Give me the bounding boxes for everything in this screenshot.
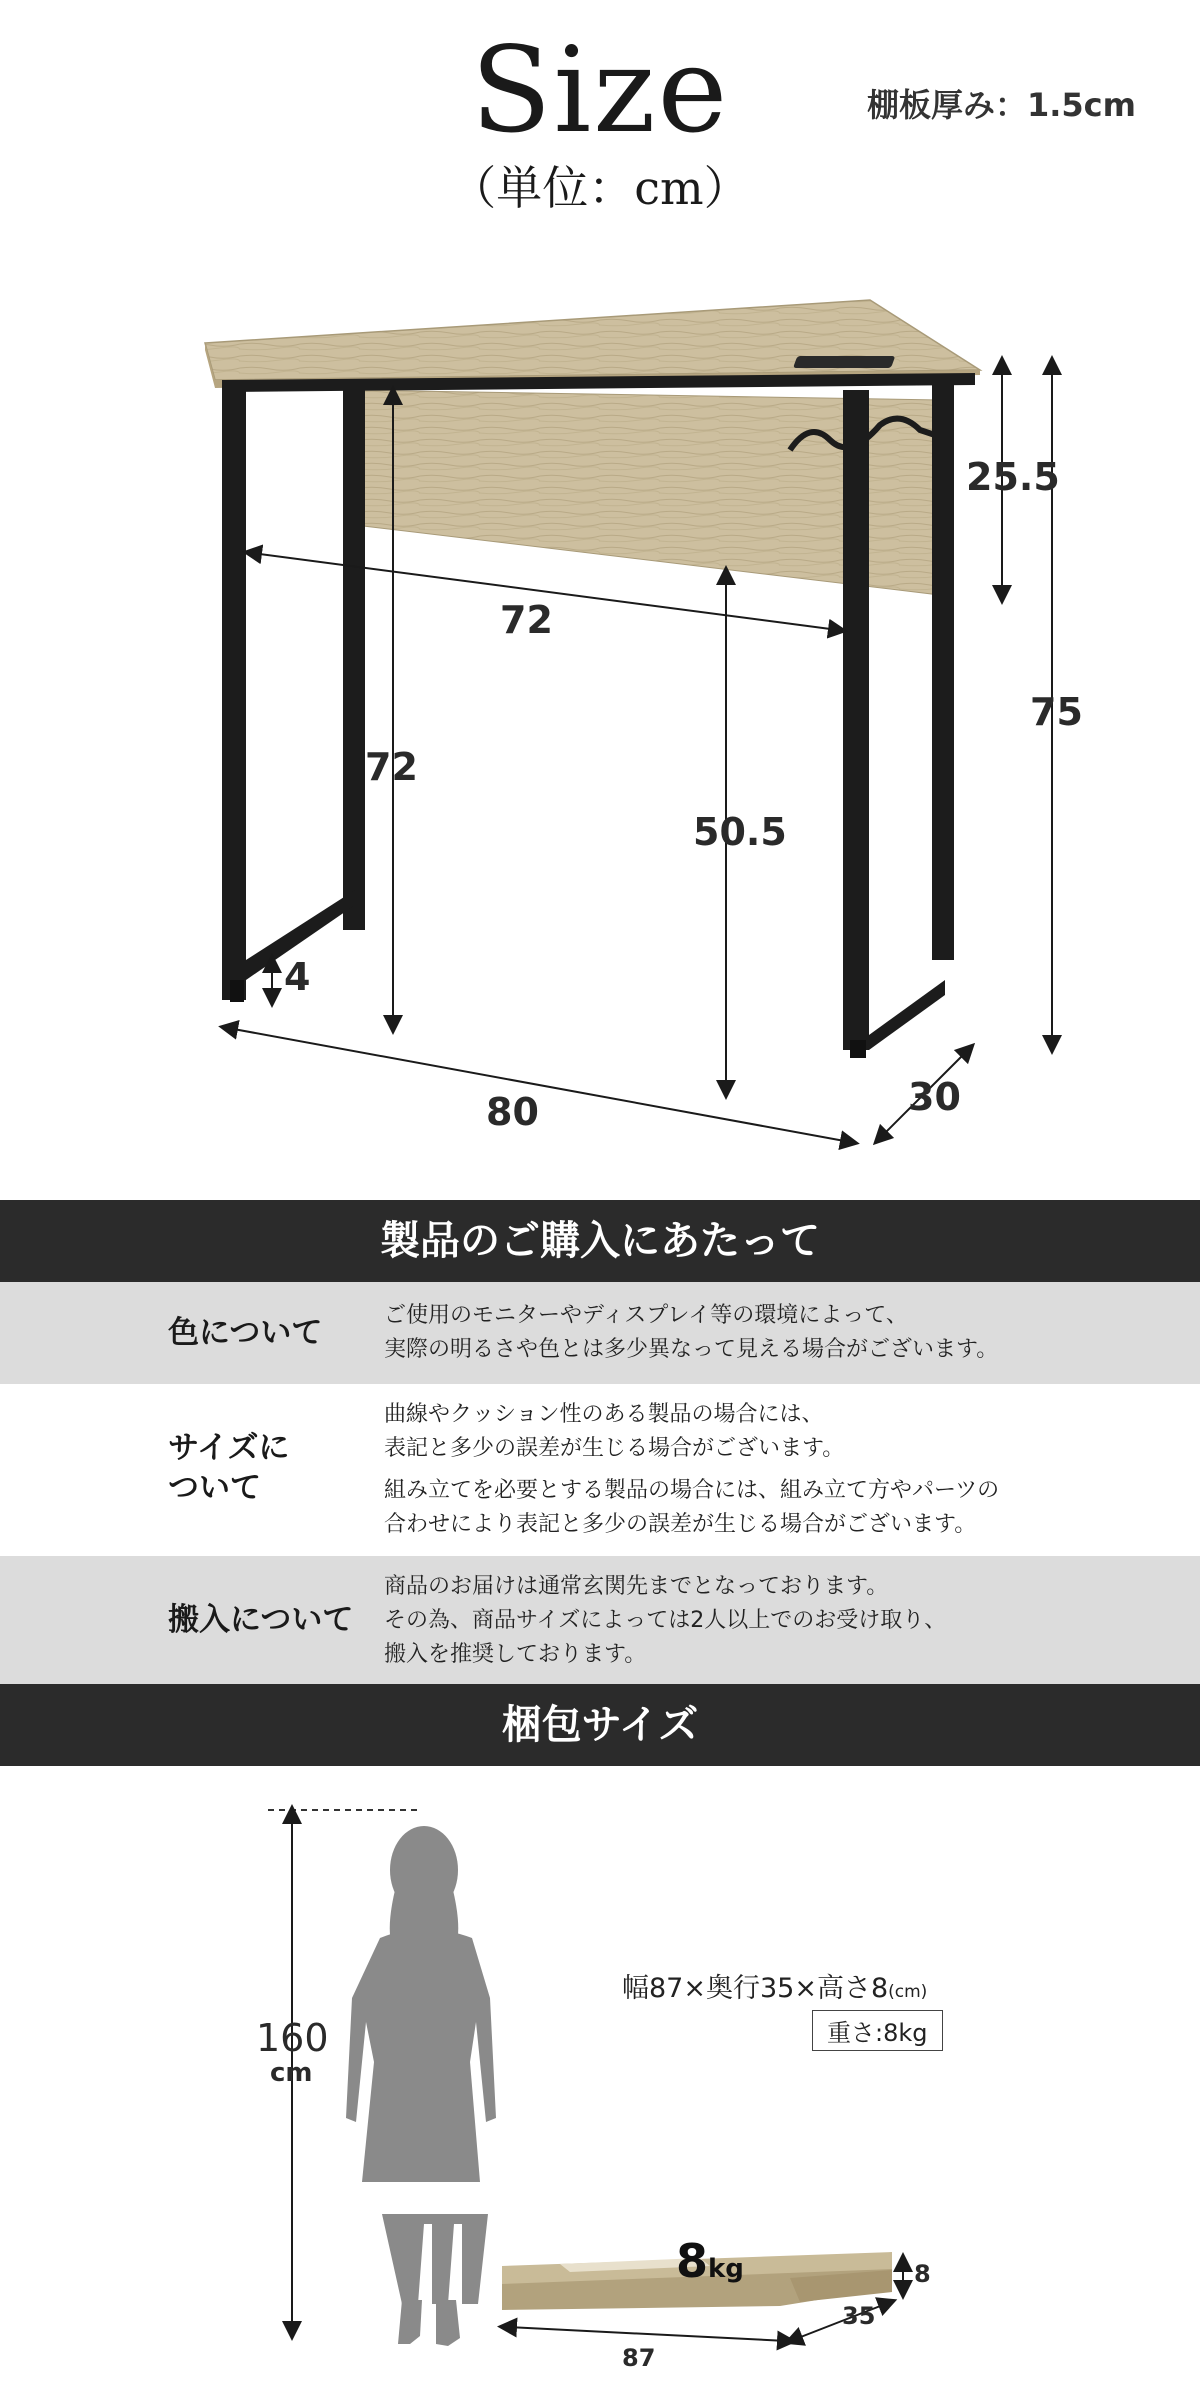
outlet-icon bbox=[793, 356, 895, 368]
notice-text-size-3: 組み立てを必要とする製品の場合には、組み立て方やパーツの bbox=[384, 1478, 1000, 1503]
dim-inner-height: 72 bbox=[365, 745, 418, 789]
person-height-unit: cm bbox=[270, 2058, 313, 2088]
dim-under-panel: 50.5 bbox=[693, 810, 787, 854]
notice-text-color-2: 実際の明るさや色とは多少異なって見える場合がございます。 bbox=[384, 1337, 999, 1362]
package-size-unit: (cm) bbox=[888, 1982, 928, 2002]
notice-label-delivery: 搬入について bbox=[168, 1602, 354, 1638]
front-left-leg bbox=[222, 380, 246, 1000]
box-depth-label: 35 bbox=[842, 2302, 876, 2330]
dim-total-height: 75 bbox=[1030, 690, 1083, 734]
notice-text-size-1: 曲線やクッション性のある製品の場合には、 bbox=[384, 1402, 824, 1427]
notice-text-delivery-2: その為、商品サイズによっては2人以上でのお受け取り、 bbox=[384, 1608, 947, 1633]
notice-row-color bbox=[0, 1282, 1200, 1384]
box-width-label: 87 bbox=[622, 2344, 656, 2372]
back-left-leg bbox=[343, 385, 365, 930]
dim-width: 80 bbox=[486, 1090, 539, 1134]
notice-text-color-1: ご使用のモニターやディスプレイ等の環境によって、 bbox=[384, 1303, 908, 1328]
notice-row-size bbox=[0, 1384, 1200, 1556]
box-weight-number: 8 bbox=[676, 2234, 709, 2288]
notice-text-delivery-1: 商品のお届けは通常玄関先までとなっております。 bbox=[384, 1574, 889, 1599]
notice-text-size-2: 表記と多少の誤差が生じる場合がございます。 bbox=[384, 1436, 845, 1461]
front-right-leg bbox=[843, 390, 869, 1050]
notice-row-delivery bbox=[0, 1556, 1200, 1684]
person-height-value: 160 bbox=[256, 2016, 329, 2060]
package-size-text: 幅87×奥行35×高さ8 bbox=[622, 1973, 889, 2004]
back-right-leg bbox=[932, 385, 954, 960]
dim-inner-width: 72 bbox=[500, 598, 553, 642]
desk-illustration bbox=[0, 280, 1200, 1180]
notice-label-size-2: ついて bbox=[168, 1470, 261, 1506]
package-size bbox=[622, 1966, 927, 2005]
shelf-thickness: 棚板厚み：1.5cm bbox=[866, 86, 1136, 124]
box-weight-unit: kg bbox=[708, 2254, 744, 2284]
dim-foot: 4 bbox=[284, 955, 311, 999]
page-title: Size bbox=[470, 21, 730, 159]
notice-label-size-1: サイズに bbox=[168, 1430, 290, 1466]
dim-depth: 30 bbox=[908, 1075, 961, 1119]
box-weight bbox=[676, 2234, 744, 2288]
dim-panel-height: 25.5 bbox=[966, 455, 1060, 499]
notice-header: 製品のご購入にあたって bbox=[0, 1200, 1200, 1282]
person-silhouette-icon bbox=[346, 1826, 496, 2346]
weight-label: 重さ:8kg bbox=[812, 2010, 943, 2051]
notice-text-delivery-3: 搬入を推奨しております。 bbox=[384, 1642, 647, 1667]
box-height-label: 8 bbox=[914, 2260, 931, 2288]
package-header: 梱包サイズ bbox=[0, 1684, 1200, 1766]
package-illustration bbox=[0, 1766, 1200, 2400]
notice-label-color: 色について bbox=[168, 1315, 323, 1351]
notice-text-size-4: 合わせにより表記と多少の誤差が生じる場合がございます。 bbox=[384, 1512, 977, 1537]
unit-label: （単位：cm） bbox=[450, 161, 750, 215]
